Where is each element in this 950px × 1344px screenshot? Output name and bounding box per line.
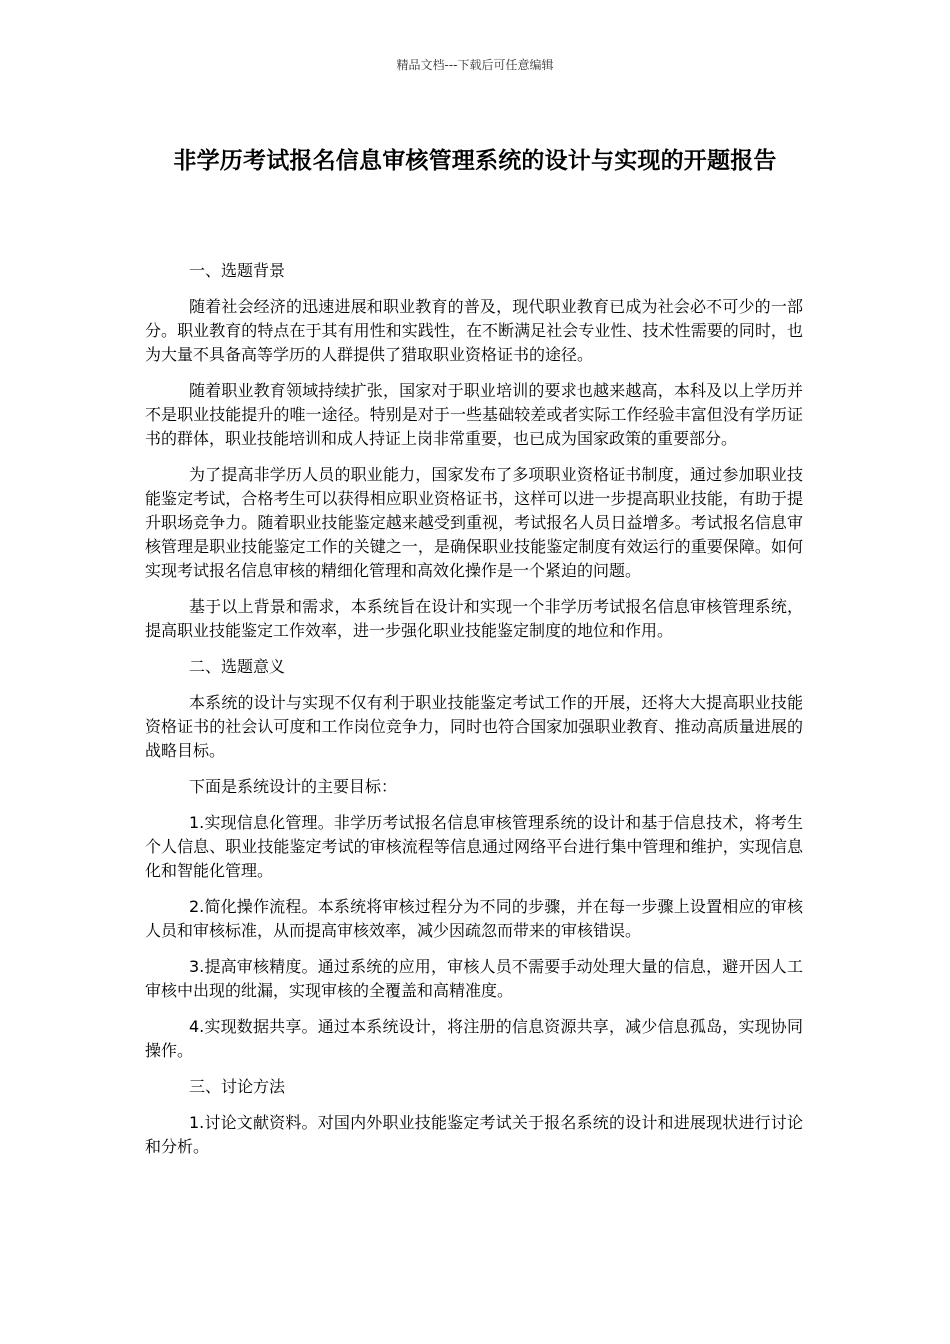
header-note: 精品文档---下载后可任意编辑 <box>396 58 554 72</box>
document-body <box>145 259 803 1171</box>
paragraph: 本系统的设计与实现不仅有利于职业技能鉴定考试工作的开展，还将大大提高职业技能资格证书的社会认可度和工作岗位竞争力，同时也符合国家加强职业教育、推动高质量进展的战略目标。 <box>145 693 803 760</box>
paragraph: 为了提高非学历人员的职业能力，国家发布了多项职业资格证书制度，通过参加职业技能鉴定考试，合格考生可以获得相应职业资格证书，这样可以进一步提高职业技能，有助于提升职场竞争力。随着职业技能鉴定越来越受到重视，考试报名人员日益增多。考试报名信息审核管理是职业技能鉴定工作的关键之一，是确保职业技能鉴定制度有效运行的重要保障。如何实现考试报名信息审核的精细化管理和高效化操作是一个紧迫的问题。 <box>145 465 803 580</box>
list-item: 4.实现数据共享。通过本系统设计，将注册的信息资源共享，减少信息孤岛，实现协同操作。 <box>145 1017 803 1060</box>
list-item: 3.提高审核精度。通过系统的应用，审核人员不需要手动处理大量的信息，避开因人工审核中出现的纰漏，实现审核的全覆盖和高精准度。 <box>145 957 803 1000</box>
section-heading-significance: 二、选题意义 <box>189 657 286 676</box>
list-item: 2.简化操作流程。本系统将审核过程分为不同的步骤，并在每一步骤上设置相应的审核人员和审核标准，从而提高审核效率，减少因疏忽而带来的审核错误。 <box>145 897 803 940</box>
list-item: 1.讨论文献资料。对国内外职业技能鉴定考试关于报名系统的设计和进展现状进行讨论和分析。 <box>145 1113 803 1156</box>
paragraph: 基于以上背景和需求，本系统旨在设计和实现一个非学历考试报名信息审核管理系统，提高职业技能鉴定工作效率，进一步强化职业技能鉴定制度的地位和作用。 <box>145 597 803 640</box>
paragraph: 随着职业教育领域持续扩张，国家对于职业培训的要求也越来越高，本科及以上学历并不是职业技能提升的唯一途径。特别是对于一些基础较差或者实际工作经验丰富但没有学历证书的群体，职业技能培训和成人持证上岗非常重要，也已成为国家政策的重要部分。 <box>145 381 803 448</box>
list-item: 1.实现信息化管理。非学历考试报名信息审核管理系统的设计和基于信息技术，将考生个人信息、职业技能鉴定考试的审核流程等信息通过网络平台进行集中管理和维护，实现信息化和智能化管理。 <box>145 813 803 880</box>
document-title: 非学历考试报名信息审核管理系统的设计与实现的开题报告 <box>173 148 777 174</box>
paragraph: 下面是系统设计的主要目标： <box>189 777 398 796</box>
paragraph: 随着社会经济的迅速进展和职业教育的普及，现代职业教育已成为社会必不可少的一部分。职业教育的特点在于其有用性和实践性，在不断满足社会专业性、技术性需要的同时，也为大量不具备高等学历的人群提供了猎取职业资格证书的途径。 <box>145 297 803 364</box>
section-heading-methods: 三、讨论方法 <box>189 1077 286 1096</box>
section-heading-background: 一、选题背景 <box>189 261 286 280</box>
